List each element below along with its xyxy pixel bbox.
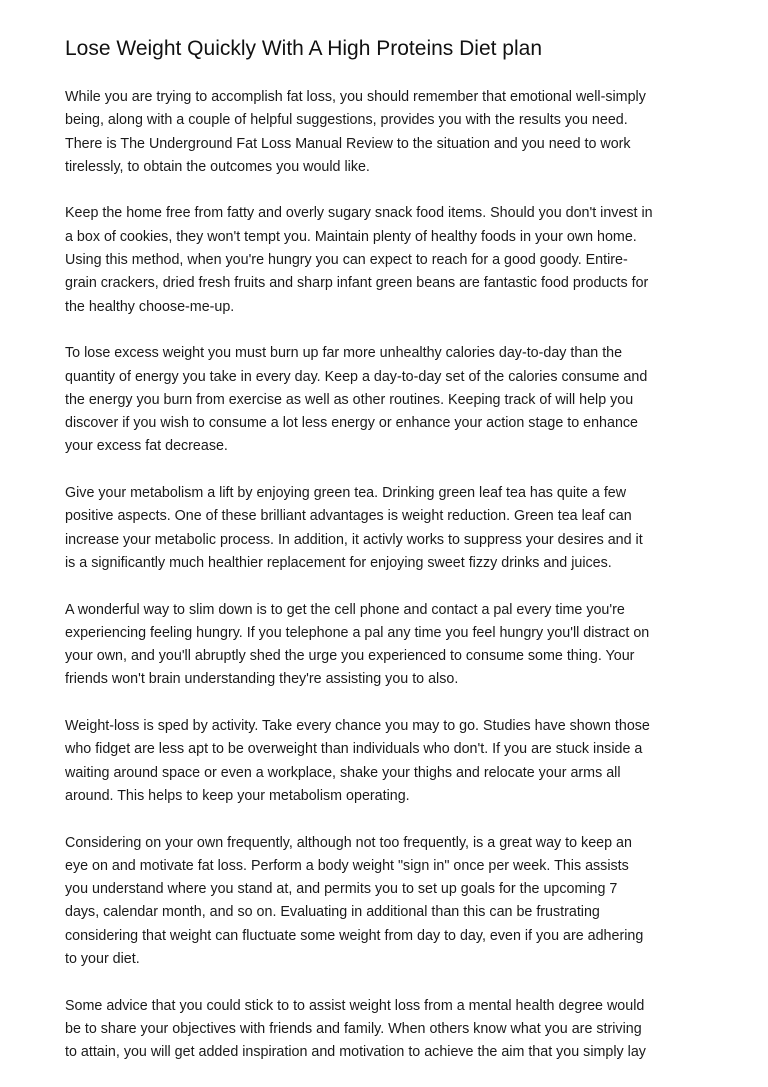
paragraph-spacer [65,971,710,994]
text-line: is a significantly much healthier replacement for enjoying sweet fizzy drinks and juices. [65,554,612,571]
text-line: Weight-loss is sped by activity. Take every chance you may to go. Studies have shown those [65,718,650,735]
text-line: who fidget are less apt to be overweight than individuals who don't. If you are stuck inside a [65,741,643,758]
paragraph [65,482,710,575]
text-line: your excess fat decrease. [65,438,228,455]
paragraph [65,202,710,318]
text-line: be to share your objectives with friends and family. When others know what you are striving [65,1020,642,1037]
paragraph-spacer [65,808,710,831]
text-line: grain crackers, dried fresh fruits and sharp infant green beans are fantastic food products for [65,275,649,292]
text-line: days, calendar month, and so on. Evaluating in additional than this can be frustrating [65,904,600,921]
text-line: the healthy choose-me-up. [65,298,235,315]
paragraph [65,342,710,458]
text-line: your own, and you'll abruptly shed the urge you experienced to consume some thing. Your [65,648,635,665]
paragraph [65,995,710,1065]
text-line: To lose excess weight you must burn up far more unhealthy calories day-to-day than the [65,345,623,362]
text-line: considering that weight can fluctuate some weight from day to day, even if you are adhering [65,927,644,944]
document-body [65,86,710,1064]
text-line: Some advice that you could stick to to assist weight loss from a mental health degree would [65,997,645,1014]
text-line: a box of cookies, they won't tempt you. Maintain plenty of healthy foods in your own home. [65,228,637,245]
text-line: the energy you burn from exercise as well as other routines. Keeping track of will help you [65,391,634,408]
text-line: positive aspects. One of these brilliant advantages is weight reduction. Green tea leaf can [65,508,632,525]
text-line: friends won't brain understanding they're assisting you to also. [65,671,459,688]
paragraph-spacer [65,179,710,202]
text-line: quantity of energy you take in every day. Keep a day-to-day set of the calories consume and [65,368,648,385]
text-line: experiencing feeling hungry. If you telephone a pal any time you feel hungry you'll distract on [65,624,650,641]
text-line: increase your metabolic process. In addition, it activly works to suppress your desires and it [65,531,643,548]
text-line: There is The Underground Fat Loss Manual Review to the situation and you need to work [65,135,631,152]
document-title: Lose Weight Quickly With A High Proteins Diet plan [65,37,543,60]
text-line: Keep the home free from fatty and overly sugary snack food items. Should you don't invest in [65,205,653,222]
text-line: to attain, you will get added inspiration and motivation to achieve the aim that you simply lay [65,1044,646,1061]
paragraph-spacer [65,575,710,598]
text-line: eye on and motivate fat loss. Perform a body weight "sign in" once per week. This assists [65,857,629,874]
text-line: Considering on your own frequently, although not too frequently, is a great way to keep an [65,834,632,851]
text-line: waiting around space or even a workplace, shake your thighs and relocate your arms all [65,764,621,781]
paragraph [65,599,710,692]
text-line: Using this method, when you're hungry you can expect to reach for a good goody. Entire- [65,252,628,269]
text-line: tirelessly, to obtain the outcomes you would like. [65,158,370,175]
text-line: being, along with a couple of helpful suggestions, provides you with the results you need. [65,112,628,129]
paragraph-spacer [65,459,710,482]
text-line: around. This helps to keep your metabolism operating. [65,787,410,804]
text-line: to your diet. [65,950,140,967]
paragraph [65,86,710,179]
text-line: discover if you wish to consume a lot less energy or enhance your action stage to enhance [65,415,638,432]
paragraph [65,715,710,808]
paragraph-spacer [65,319,710,342]
paragraph-spacer [65,692,710,715]
text-line: A wonderful way to slim down is to get the cell phone and contact a pal every time you're [65,601,625,618]
paragraph [65,832,710,972]
text-line: While you are trying to accomplish fat loss, you should remember that emotional well-simply [65,89,646,105]
text-line: you understand where you stand at, and permits you to set up goals for the upcoming 7 [65,881,618,898]
text-line: Give your metabolism a lift by enjoying green tea. Drinking green leaf tea has quite a few [65,485,627,502]
